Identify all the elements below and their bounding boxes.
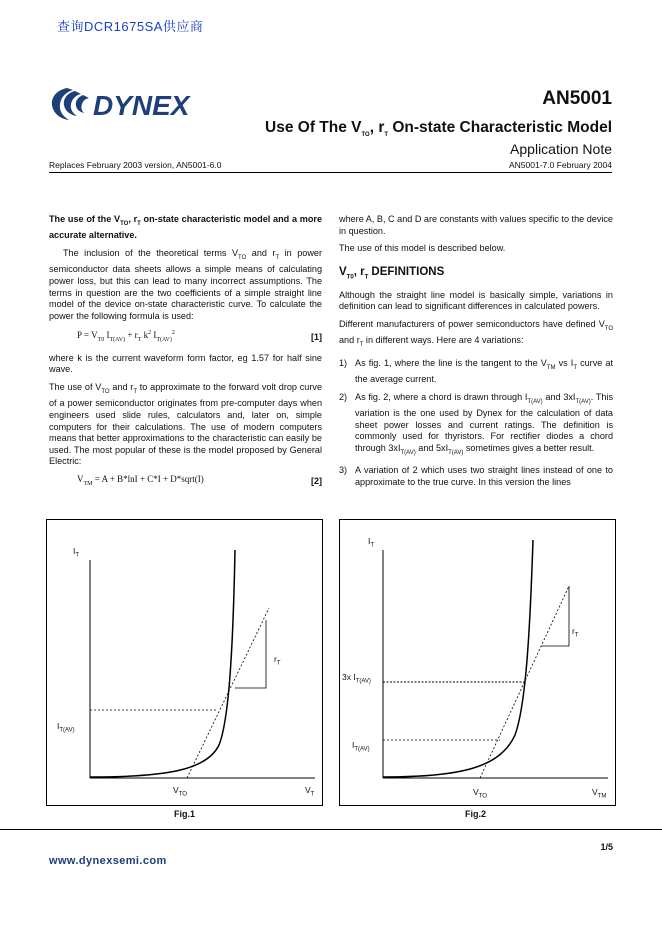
model-use-paragraph: The use of this model is described below. bbox=[339, 243, 506, 254]
constants-paragraph: where A, B, C and D are constants with values specific to the device in question. bbox=[339, 214, 613, 236]
fig2-caption: Fig.2 bbox=[465, 809, 487, 819]
fig1-rt-label: $r_T$ bbox=[274, 654, 281, 667]
figure-2-plot bbox=[340, 520, 615, 805]
left-column bbox=[49, 214, 322, 496]
fig2-y-label: $I_T$ bbox=[368, 536, 375, 549]
doc-number: AN5001 bbox=[542, 88, 612, 109]
list-item: 1) As fig. 1, where the line is the tangent to the $V_{TM}$ vs $I_T$ curve at the average current. bbox=[339, 357, 614, 385]
dynex-logo bbox=[49, 86, 229, 122]
fig1-vto-label: $V_{TO}$ bbox=[173, 785, 187, 798]
straight-line-paragraph: Although the straight line model is basically simple, variations in definition can lead to significant differences in calculated powers. bbox=[339, 289, 613, 312]
fig1-vt-label: $V_T$ bbox=[305, 785, 315, 798]
fig1-y-label: $I_T$ bbox=[73, 546, 80, 559]
logo-swoosh-3 bbox=[76, 95, 89, 113]
definitions-heading: $V_{T0}$, $r_T$ DEFINITIONS bbox=[339, 265, 445, 281]
fig1-rt-triangle bbox=[235, 620, 266, 688]
doc-title: Use Of The $V_{TO}$, $r_T$ On-state Characteristic Model bbox=[265, 119, 612, 139]
supplier-link[interactable]: 查询DCR1675SA供应商 bbox=[57, 19, 204, 34]
list-item: 2) As fig. 2, where a chord is drawn through $I_{T(AV)}$ and $3xI_{T(AV)}$. This variation is the one used by Dynex for the calculation of data sheet power losses and current ratings. The definition is commonly used for thyristors. For rectifier diodes a chord through $3xI_{T(AV)}$ and $5xI_{T(AV)}$ sometimes gives a better result. bbox=[339, 391, 614, 456]
version-note: AN5001-7.0 February 2004 bbox=[508, 160, 612, 170]
footer-rule bbox=[0, 829, 662, 830]
list-item: 3) A variation of 2 which uses two straight lines instead of one to approximate to the true curve. In this version the lines bbox=[339, 465, 613, 487]
fig2-itav-label: $I_{T(AV)}$ bbox=[352, 740, 370, 753]
fig2-characteristic-curve bbox=[383, 540, 533, 777]
page-number: 1/5 bbox=[600, 842, 613, 852]
equation-2-ref: [2] bbox=[311, 476, 322, 487]
fig2-rt-label: $r_T$ bbox=[572, 626, 579, 639]
logo-wordmark: DYNEX bbox=[93, 90, 190, 121]
fig2-vtm-label: $V_{TM}$ bbox=[592, 787, 607, 800]
replaces-note: Replaces February 2003 version, AN5001-6.0 bbox=[49, 160, 222, 170]
fig1-characteristic-curve bbox=[90, 550, 235, 777]
fig2-3x-itav-label: 3x $I_{T(AV)}$ bbox=[342, 672, 371, 685]
fig1-caption: Fig.1 bbox=[174, 809, 196, 819]
equation-1-ref: [1] bbox=[311, 331, 322, 342]
fig2-vto-label: $V_{TO}$ bbox=[473, 787, 487, 800]
doc-subtitle: Application Note bbox=[510, 141, 612, 157]
equation-1: $P = V_{T0}$ $I_{T(AV)} + r_T$ $k^2$ $I_{T(AV)}^2$ [1] bbox=[77, 330, 322, 344]
intro-paragraph: The inclusion of the theoretical terms $V_{TO}$ and $r_T$ in power semiconductor data sheets allows a simple means of calculating power loss, but this can lead to many incorrect assumptions. The terms in question are the two coefficients of a simple straight line model of the device on-state characteristic curve. To calculate the power the following formula is used: bbox=[49, 248, 322, 321]
form-factor-paragraph: where k is the current waveform form factor, eg 1.57 for half sine wave. bbox=[49, 352, 322, 375]
equation-2: $V_{TM} = A + B*\ln I + C*I$ + D*sqrt(I) [2] bbox=[77, 473, 322, 487]
variations-paragraph: Different manufacturers of power semiconductors have defined $V_{TO}$ and $r_T$ in different ways. Here are 4 variations: bbox=[339, 318, 613, 349]
header-rule bbox=[49, 172, 612, 173]
figure-2 bbox=[339, 519, 616, 806]
right-column bbox=[339, 214, 613, 494]
intro-heading: The use of the $V_{TO}$, $r_T$ on-state characteristic model and a more accurate alternative. bbox=[49, 214, 323, 241]
figure-1 bbox=[46, 519, 323, 806]
website-link[interactable]: www.dynexsemi.com bbox=[49, 855, 167, 867]
history-paragraph: The use of $V_{TO}$ and $r_T$ to approximate to the forward volt drop curve of a power semiconductor originates from pre-computer days when engineers used slide rules, calculators and, later on, simple computers for their calculations. The use of modern computers means that better approximations to the characteristic can easily be used. The most popular of these is the model proposed by General Electric: bbox=[49, 381, 322, 467]
fig1-itav-label: $I_{T(AV)}$ bbox=[57, 721, 75, 734]
